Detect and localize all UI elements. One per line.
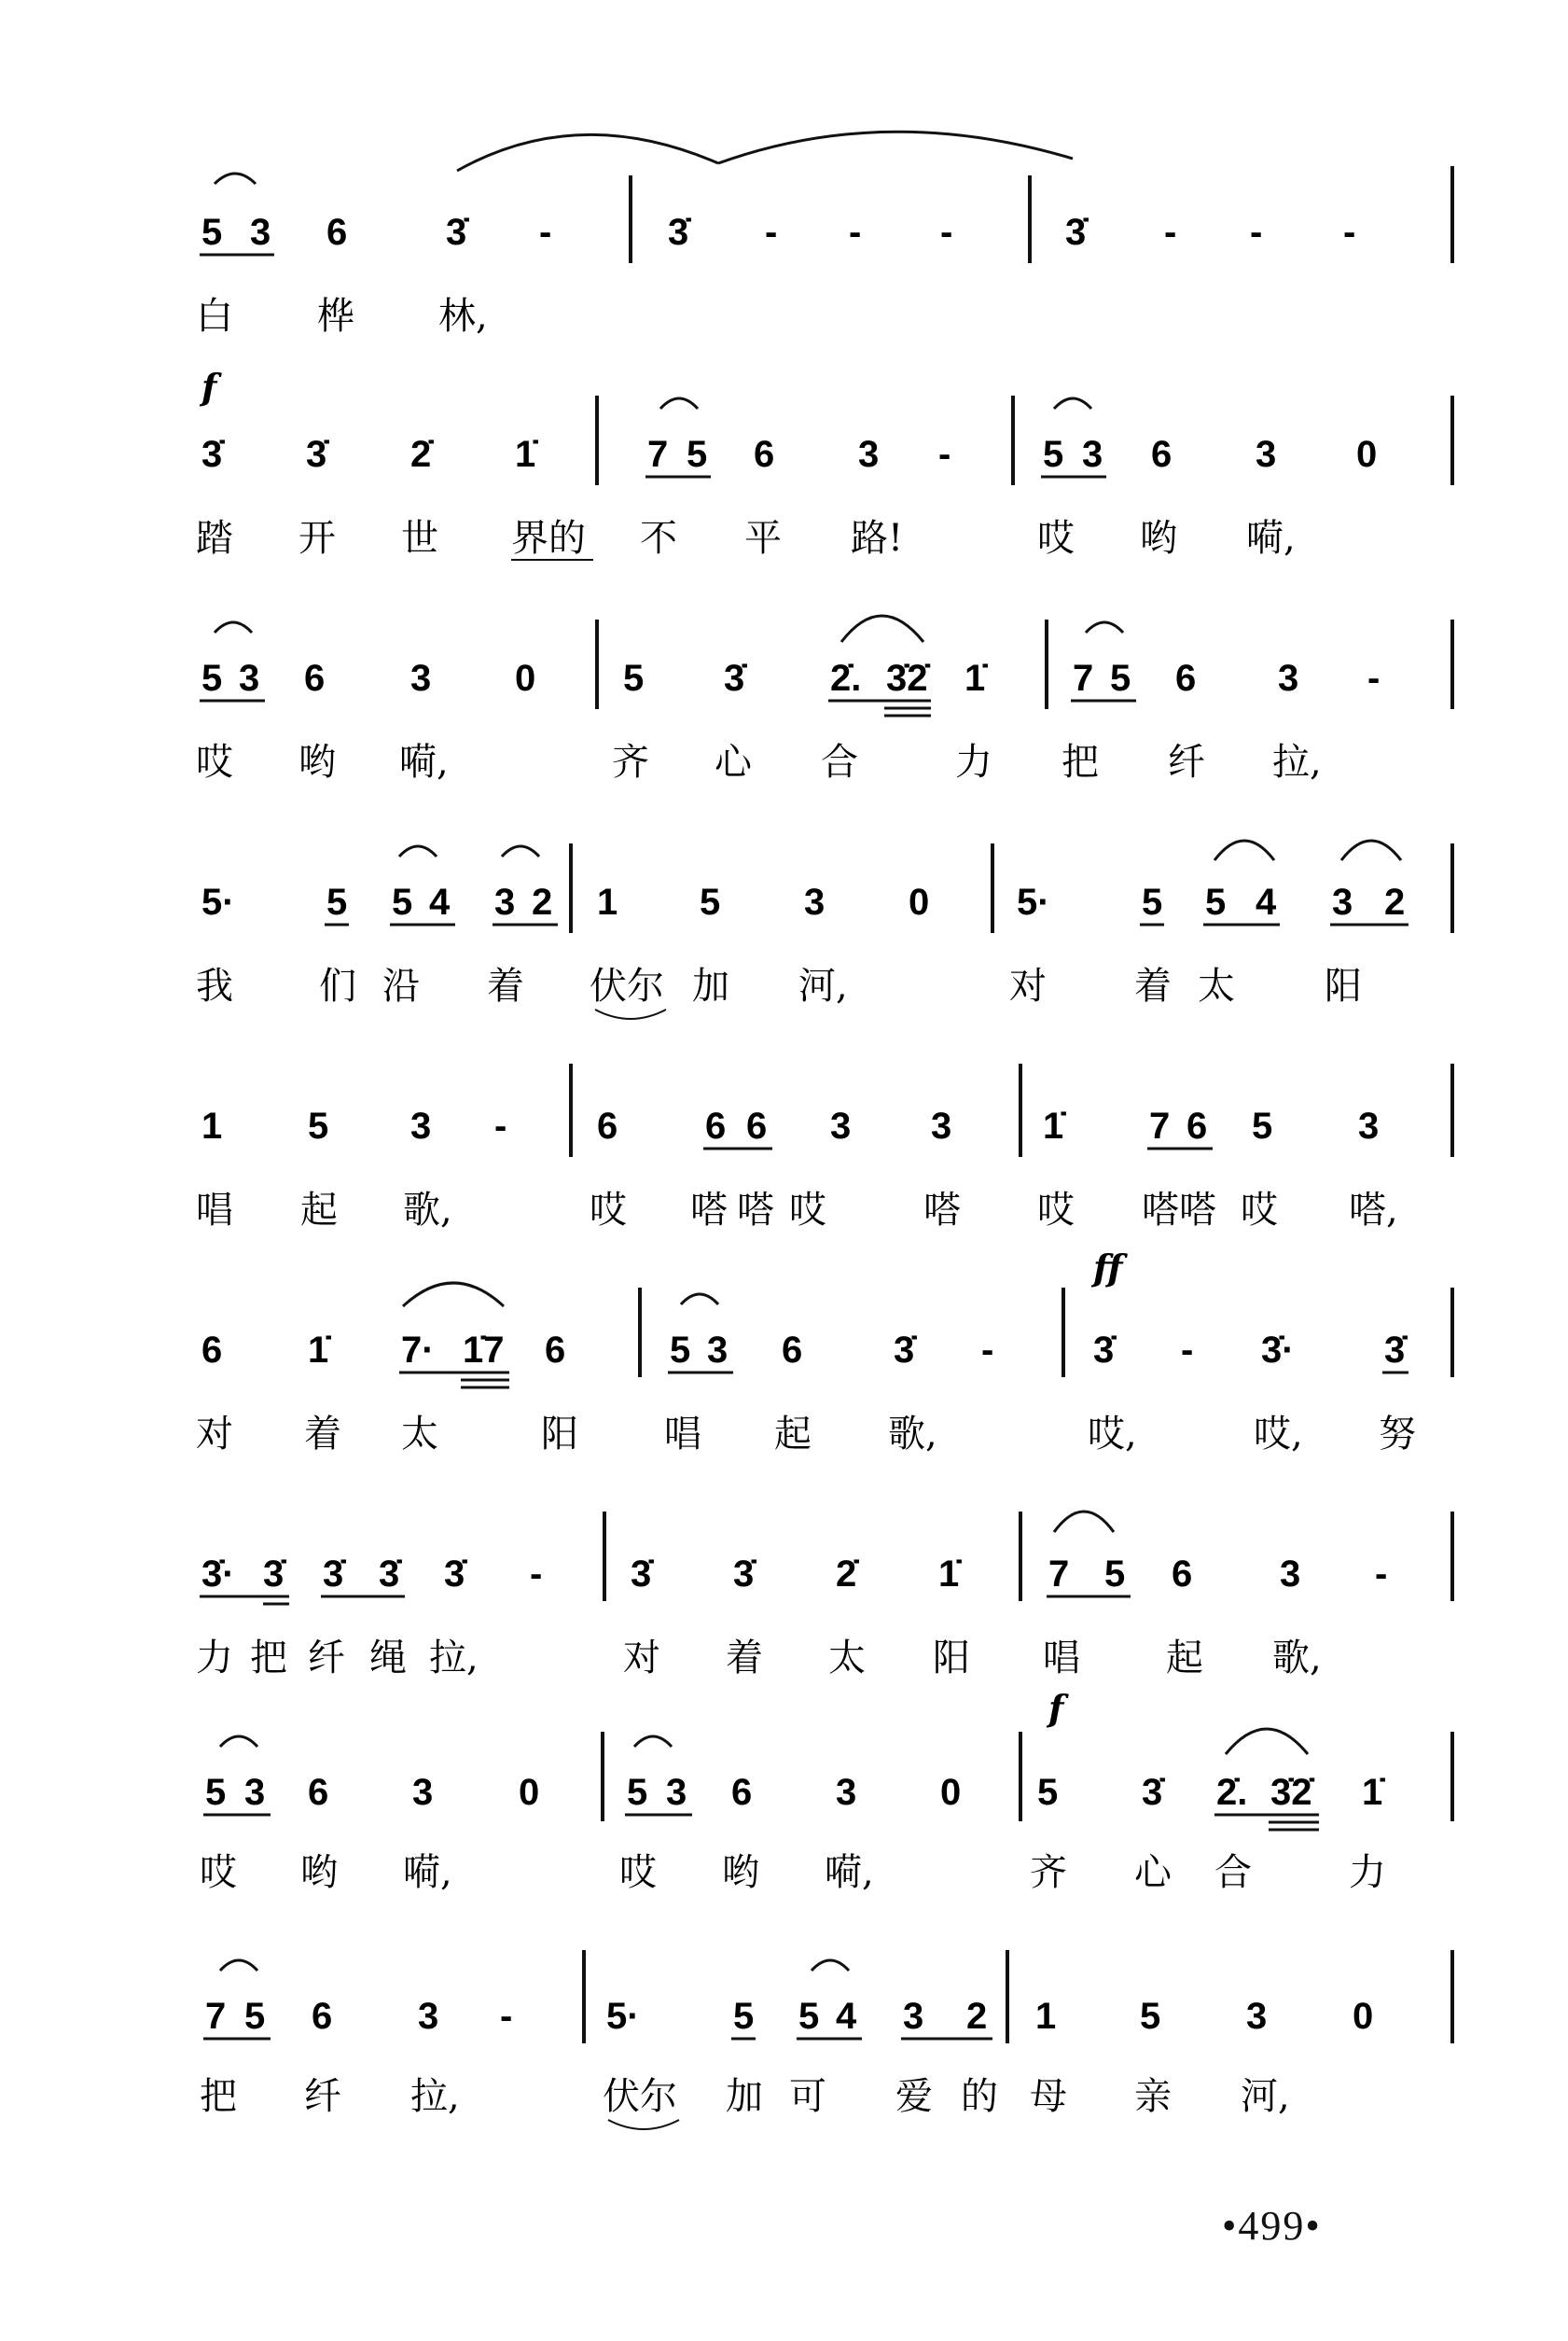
note: 3̇	[1065, 212, 1087, 253]
note: 6	[1172, 1554, 1193, 1595]
lyric: 嗒嗒	[1142, 1189, 1216, 1232]
system-7	[196, 1512, 1452, 1679]
note: 3̇	[263, 1554, 284, 1595]
lyric: 纤	[308, 1637, 345, 1679]
note: 3̇	[306, 434, 327, 475]
note: 3	[903, 1996, 924, 2037]
slur	[1054, 1512, 1114, 1532]
note: 6	[731, 1772, 753, 1813]
arc	[660, 398, 698, 409]
note: 1̇	[964, 658, 986, 699]
lyric: 唱	[1043, 1637, 1080, 1679]
lyric: 河,	[1241, 2075, 1290, 2118]
note: -	[849, 212, 862, 253]
note: -	[539, 212, 552, 253]
note: 3̇2̇	[1270, 1772, 1312, 1813]
arc	[1086, 622, 1123, 633]
note: 5	[1110, 658, 1131, 699]
note: 3	[250, 212, 271, 253]
lyric: 白	[196, 295, 233, 338]
lyric: 沿	[382, 965, 420, 1008]
note: 5	[1205, 882, 1227, 923]
lyric: 开	[298, 517, 336, 560]
lyric: 歌,	[403, 1189, 452, 1232]
lyric: 绳	[369, 1637, 407, 1679]
note: 3̇·	[201, 1554, 235, 1595]
lyric: 踏	[196, 517, 233, 560]
note: 2	[1384, 882, 1406, 923]
note: 7	[205, 1996, 227, 2037]
note: 5	[326, 882, 348, 923]
note: -	[981, 1330, 994, 1371]
note: 7	[1073, 658, 1094, 699]
note: -	[765, 212, 778, 253]
note: 5·	[1017, 882, 1050, 923]
note: 1	[1035, 1996, 1057, 2037]
lyric: 伏尔	[603, 2075, 677, 2118]
note: 5	[308, 1106, 329, 1147]
lyric: 路!	[851, 517, 904, 560]
arc	[215, 622, 252, 633]
note: 3	[239, 658, 260, 699]
note: 3	[858, 434, 880, 475]
note: 3̇	[201, 434, 223, 475]
note: 2̇.	[1216, 1772, 1248, 1813]
note: -	[1164, 212, 1177, 253]
note: 3	[931, 1106, 952, 1147]
lyric: 把	[250, 1637, 287, 1679]
note: 3̇	[1093, 1330, 1115, 1371]
note: 6	[308, 1772, 329, 1813]
lyric: 着	[726, 1637, 763, 1679]
note: 2̇	[836, 1554, 857, 1595]
lyric: 哟	[1140, 517, 1177, 560]
note: 2̇	[410, 434, 432, 475]
page-number: •499•	[1222, 2203, 1322, 2249]
note: 4	[1256, 882, 1277, 923]
lyric: 我	[196, 965, 233, 1008]
note: 1̇	[308, 1330, 329, 1371]
lyric: 加	[692, 965, 729, 1008]
note: 3	[830, 1106, 852, 1147]
tie	[457, 134, 718, 171]
note: 6	[597, 1106, 618, 1147]
lyric: 着	[304, 1413, 341, 1456]
note: 3	[418, 1996, 439, 2037]
note: 3̇	[668, 212, 689, 253]
note: 6	[705, 1106, 727, 1147]
note: 4	[836, 1996, 857, 2037]
lyric: 爱	[895, 2075, 933, 2118]
lyric: 心	[1134, 1851, 1172, 1894]
note: 5	[700, 882, 721, 923]
lyric: 嗬,	[1246, 517, 1296, 560]
note: -	[1343, 212, 1356, 253]
system-5	[196, 1064, 1452, 1232]
note: 5	[205, 1772, 227, 1813]
note: -	[1250, 212, 1263, 253]
note: 5	[1037, 1772, 1059, 1813]
lyric: 母	[1030, 2075, 1067, 2118]
note: 6	[326, 212, 348, 253]
arc	[399, 846, 437, 857]
note: -	[1367, 658, 1381, 699]
lyric: 嗒,	[1349, 1189, 1398, 1232]
note: -	[940, 212, 953, 253]
note: 3̇	[379, 1554, 400, 1595]
note: 6	[304, 658, 326, 699]
note: 5·	[606, 1996, 640, 2037]
note: 6	[201, 1330, 223, 1371]
lyric: 哎,	[1254, 1413, 1303, 1456]
note: 5	[627, 1772, 648, 1813]
note: 3̇	[444, 1554, 465, 1595]
note: 6	[754, 434, 775, 475]
dynamic-mark: ff	[1093, 1247, 1123, 1289]
lyric: 平	[744, 517, 782, 560]
note: 5	[201, 212, 223, 253]
arc	[681, 1294, 718, 1304]
lyric: 把	[1062, 741, 1099, 784]
lyric: 们	[319, 965, 356, 1008]
arc	[812, 1960, 849, 1971]
note: 1̇	[1043, 1106, 1064, 1147]
system-3	[196, 616, 1452, 784]
note: 5	[687, 434, 708, 475]
note: 3	[410, 1106, 432, 1147]
note: 3̇	[724, 658, 745, 699]
note: 3̇	[631, 1554, 652, 1595]
lyric: 嗬,	[403, 1851, 452, 1894]
slur	[841, 616, 923, 642]
note: 0	[909, 882, 930, 923]
arc	[215, 174, 256, 184]
note: -	[1375, 1554, 1388, 1595]
note: 1̇7	[463, 1330, 505, 1371]
system-6	[196, 1247, 1452, 1456]
lyric: 着	[487, 965, 524, 1008]
lyric: 界的	[511, 517, 586, 560]
lyric: 合	[1214, 1851, 1252, 1894]
lyric: 嗬,	[399, 741, 449, 784]
note: 3̇·	[1261, 1330, 1295, 1371]
arc	[1054, 398, 1091, 409]
arc	[220, 1960, 257, 1971]
system-2	[196, 366, 1452, 560]
lyric: 哎	[590, 1189, 627, 1232]
note: 6	[1186, 1106, 1208, 1147]
note: 5·	[201, 882, 235, 923]
lyric: 哎	[789, 1189, 826, 1232]
note: 4	[429, 882, 451, 923]
lyric: 伏尔	[590, 965, 664, 1008]
note: 7	[647, 434, 669, 475]
note: 6	[746, 1106, 768, 1147]
note: 1̇	[938, 1554, 960, 1595]
note: 6	[312, 1996, 333, 2037]
note: 5	[1142, 882, 1163, 923]
slur	[1341, 841, 1401, 860]
lyric: 纤	[304, 2075, 341, 2118]
note: 3	[836, 1772, 857, 1813]
lyric: 拉,	[1272, 741, 1322, 784]
lyric: 亲	[1134, 2075, 1172, 2118]
note: 5	[1043, 434, 1064, 475]
lyric: 合	[821, 741, 858, 784]
lyric: 哎	[1037, 1189, 1075, 1232]
lyric: 嗒	[737, 1189, 774, 1232]
arc	[634, 1736, 672, 1747]
note: -	[494, 1106, 507, 1147]
lyric: 哟	[722, 1851, 759, 1894]
note: 3	[1278, 658, 1299, 699]
lyric: 歌,	[1272, 1637, 1322, 1679]
lyric: 歌,	[888, 1413, 937, 1456]
note: 0	[519, 1772, 540, 1813]
note: 2	[532, 882, 553, 923]
note: 5	[392, 882, 413, 923]
note: 5	[670, 1330, 691, 1371]
note: 5	[1252, 1106, 1273, 1147]
lyric: 纤	[1168, 741, 1205, 784]
lyric: 太	[401, 1413, 438, 1456]
note: 6	[1175, 658, 1197, 699]
lyric: 桦	[317, 295, 354, 338]
lyric: 哟	[298, 741, 336, 784]
note: 3	[804, 882, 826, 923]
lyric: 河,	[798, 965, 848, 1008]
slur	[608, 2120, 679, 2129]
lyric: 对	[1009, 965, 1047, 1008]
lyric: 力	[1349, 1851, 1386, 1894]
note: 3	[412, 1772, 434, 1813]
lyric: 不	[640, 517, 677, 560]
lyric: 起	[300, 1189, 338, 1232]
note: 3	[410, 658, 432, 699]
slur	[1226, 1729, 1308, 1754]
lyric: 努	[1379, 1413, 1416, 1456]
dynamic-mark: f	[201, 366, 217, 408]
lyric: 力	[196, 1637, 233, 1679]
lyric: 太	[1198, 965, 1235, 1008]
note: 3̇	[1384, 1330, 1406, 1371]
lyric: 齐	[612, 741, 649, 784]
note: 1̇	[515, 434, 536, 475]
note: 3̇	[323, 1554, 344, 1595]
note: 0	[1353, 1996, 1374, 2037]
note: 3̇	[1142, 1772, 1163, 1813]
lyric: 哎	[1037, 517, 1075, 560]
system-8	[200, 1687, 1452, 1894]
note: 5	[623, 658, 645, 699]
lyric: 哎	[200, 1851, 237, 1894]
note: 7	[1149, 1106, 1171, 1147]
lyric: 着	[1134, 965, 1172, 1008]
lyric: 林,	[438, 295, 488, 338]
lyric: 心	[715, 741, 752, 784]
note: 3	[1082, 434, 1103, 475]
note: 3	[707, 1330, 728, 1371]
lyric: 哟	[300, 1851, 338, 1894]
lyric: 对	[196, 1413, 233, 1456]
lyric: 拉,	[429, 1637, 479, 1679]
note: 0	[1356, 434, 1378, 475]
slur	[403, 1283, 504, 1306]
lyric: 嗒	[690, 1189, 728, 1232]
lyric: 加	[726, 2075, 763, 2118]
note: 3	[244, 1772, 266, 1813]
lyric: 可	[789, 2075, 826, 2118]
note: 3̇	[446, 212, 467, 253]
lyric: 把	[200, 2075, 237, 2118]
note: 3	[494, 882, 516, 923]
system-4	[196, 841, 1452, 1019]
system-1	[196, 132, 1452, 338]
lyric: 哎	[196, 741, 233, 784]
note: 3	[1246, 1996, 1268, 2037]
note: 3̇	[894, 1330, 915, 1371]
lyric: 太	[828, 1637, 866, 1679]
note: 7	[1048, 1554, 1070, 1595]
lyric: 阳	[1325, 965, 1362, 1008]
note: 3	[1332, 882, 1353, 923]
note: 3	[1256, 434, 1277, 475]
note: 5	[201, 658, 223, 699]
note: 5	[1104, 1554, 1126, 1595]
lyric: 力	[955, 741, 992, 784]
note: -	[530, 1554, 543, 1595]
note: 5	[798, 1996, 820, 2037]
system-9	[200, 1950, 1452, 2129]
lyric: 嗬,	[825, 1851, 874, 1894]
lyric: 对	[623, 1637, 660, 1679]
note: 1	[201, 1106, 223, 1147]
lyric: 唱	[196, 1189, 233, 1232]
lyric: 起	[774, 1413, 812, 1456]
note: -	[500, 1996, 513, 2037]
lyric: 哎	[619, 1851, 657, 1894]
slur	[595, 1010, 666, 1019]
note: 1	[597, 882, 618, 923]
note: 3̇	[733, 1554, 755, 1595]
note: 2	[966, 1996, 988, 2037]
lyric: 齐	[1030, 1851, 1067, 1894]
note: 3̇2̇	[886, 658, 928, 699]
lyric: 世	[401, 517, 438, 560]
note: 3	[1280, 1554, 1301, 1595]
note: -	[938, 434, 951, 475]
slur	[1214, 841, 1274, 860]
note: 7·	[401, 1330, 435, 1371]
note: 1̇	[1362, 1772, 1383, 1813]
lyric: 起	[1166, 1637, 1203, 1679]
tie	[718, 132, 1073, 163]
note: 6	[545, 1330, 566, 1371]
dynamic-mark: f	[1048, 1687, 1064, 1729]
note: 0	[515, 658, 536, 699]
note: 6	[1151, 434, 1173, 475]
note: 0	[940, 1772, 962, 1813]
lyric: 嗒	[923, 1189, 961, 1232]
lyric: 阳	[933, 1637, 970, 1679]
lyric: 拉,	[410, 2075, 460, 2118]
note: 5	[1140, 1996, 1161, 2037]
note: 5	[733, 1996, 755, 2037]
lyric: 阳	[541, 1413, 578, 1456]
note: 5	[244, 1996, 266, 2037]
lyric: 的	[961, 2075, 998, 2118]
lyric: 哎	[1241, 1189, 1278, 1232]
note: -	[1181, 1330, 1194, 1371]
arc	[220, 1736, 257, 1747]
arc	[502, 846, 539, 857]
note: 3	[666, 1772, 687, 1813]
note: 2̇.	[830, 658, 862, 699]
note: 3	[1358, 1106, 1380, 1147]
note: 6	[782, 1330, 803, 1371]
lyric: 哎,	[1088, 1413, 1137, 1456]
lyric: 唱	[664, 1413, 701, 1456]
